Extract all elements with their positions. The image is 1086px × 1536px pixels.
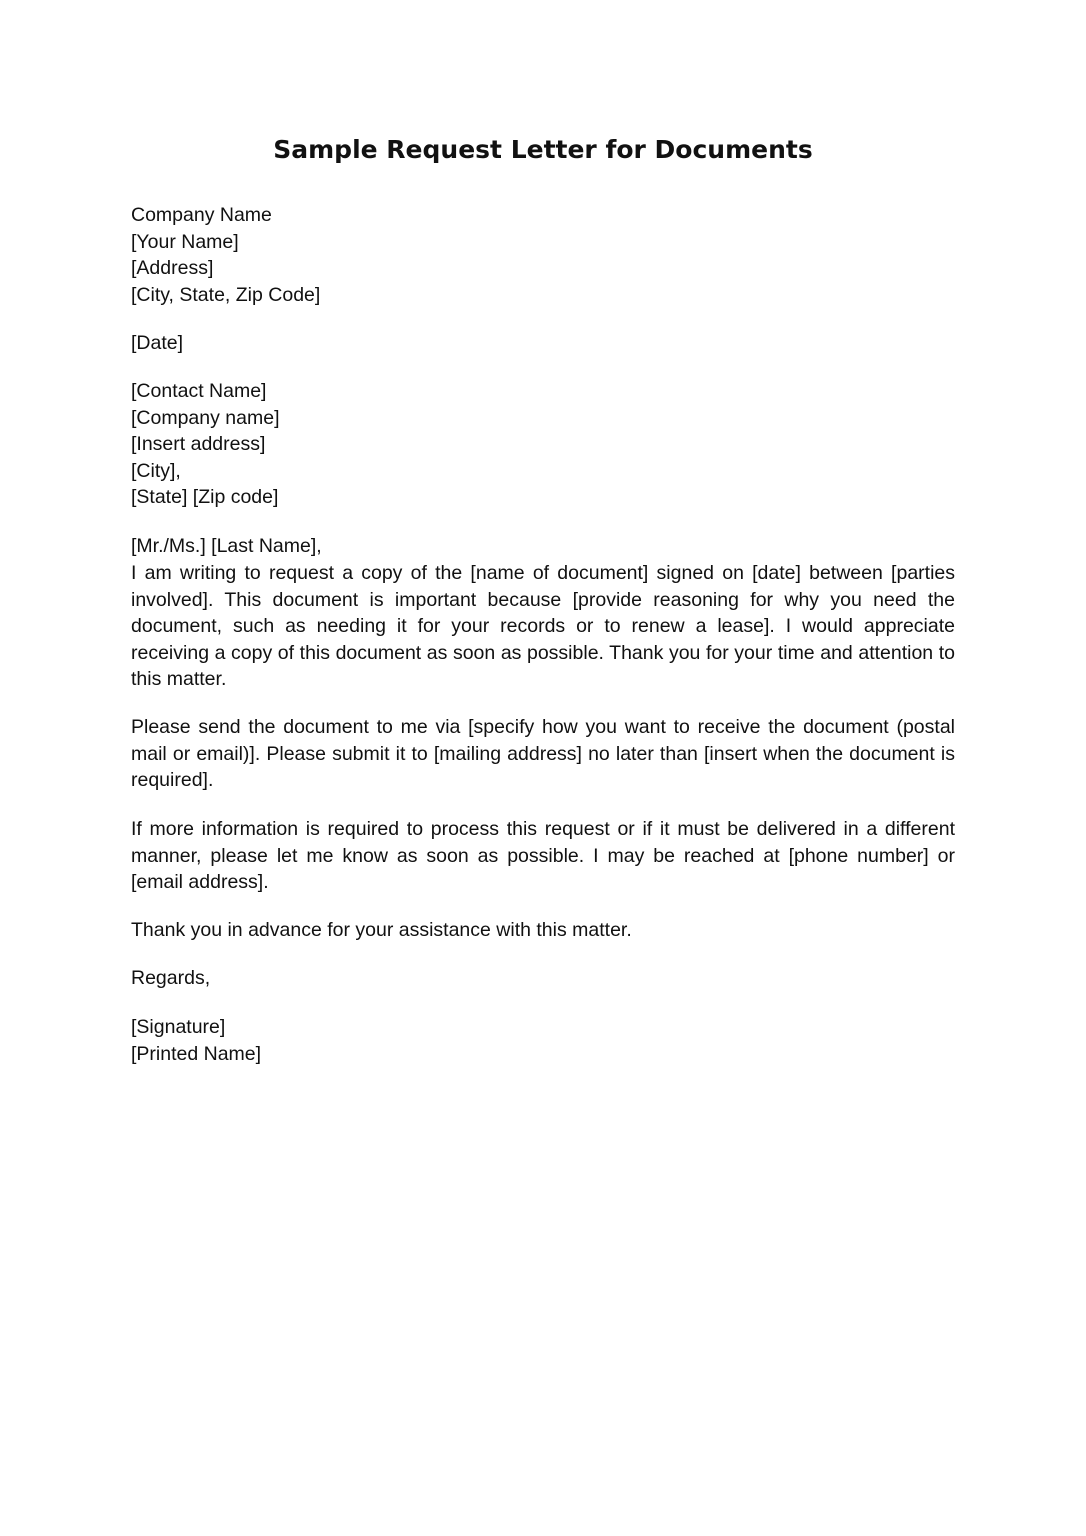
signature-block [131, 1014, 955, 1067]
document-title: Sample Request Letter for Documents [273, 135, 813, 164]
printed-name-placeholder: [Printed Name] [131, 1042, 262, 1065]
sender-address: [Address] [131, 257, 214, 279]
signature-placeholder: [Signature] [131, 1016, 226, 1038]
date-block [131, 330, 955, 357]
sender-name: [Your Name] [131, 230, 239, 253]
recipient-contact-name: [Contact Name] [131, 380, 267, 402]
recipient-block [131, 378, 955, 511]
salutation-block [131, 533, 955, 560]
letter-date: [Date] [131, 332, 184, 354]
recipient-address: [Insert address] [131, 433, 266, 455]
body-paragraph-2: Please send the document to me via [specify how you want to receive the document (postal mail or email)]. Please submit it to [mailing address] no later than [insert when the document is required]. [131, 716, 955, 791]
salutation: [Mr./Ms.] [Last Name], [131, 535, 322, 557]
recipient-company-name: [Company name] [131, 406, 280, 429]
body-paragraph-1: I am writing to request a copy of the [name of document] signed on [date] between [parties involved]. This document is important because [provide reasoning for why you need the document, such as needing it for your records or to renew a lease]. I would appreciate receiving a copy of this document as soon as possible. Thank you for your time and attention to this matter. [131, 562, 955, 690]
recipient-state-zip: [State] [Zip code] [131, 486, 279, 508]
body-paragraph-3: If more information is required to process this request or if it must be delivered in a different manner, please let me know as soon as possible. I may be reached at [phone number] or [email address]. [131, 818, 955, 893]
sender-block [131, 202, 955, 308]
closing: Regards, [131, 967, 211, 989]
sender-company: Company Name [131, 204, 272, 226]
recipient-city: [City], [131, 459, 181, 482]
body-paragraph-4: Thank you in advance for your assistance with this matter. [131, 919, 632, 941]
sender-city-state-zip: [City, State, Zip Code] [131, 283, 321, 306]
